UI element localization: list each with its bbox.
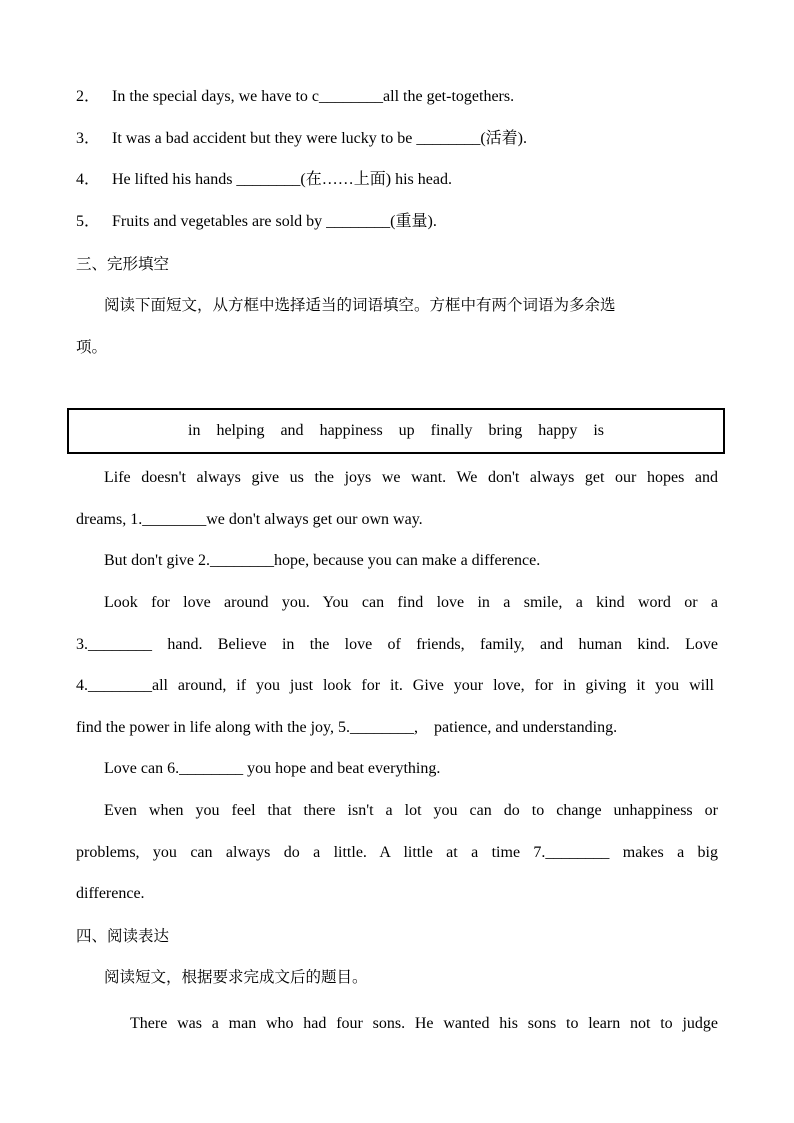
- passage-line: problems, you can always do a little. A little at a time 7.________ makes a big: [76, 844, 718, 861]
- word-bank-item: up: [398, 422, 415, 439]
- section-3-instruction-line-1: 阅读下面短文，从方框中选择适当的词语填空。方框中有两个词语为多余选: [104, 296, 616, 314]
- section-4-heading: 四、阅读表达: [76, 927, 170, 945]
- item-2: [76, 87, 514, 107]
- word-bank-item: in: [188, 422, 201, 439]
- passage-line: But don't give 2.________hope, because you can make a difference.: [104, 552, 541, 569]
- item-5: [76, 212, 437, 232]
- section-4-passage-line: There was a man who had four sons. He wanted his sons to learn not to judge: [130, 1015, 718, 1032]
- word-bank-item: is: [593, 422, 604, 439]
- item-text: Fruits and vegetables are sold by ________(重量).: [112, 213, 437, 230]
- section-4-instruction: 阅读短文，根据要求完成文后的题目。: [104, 968, 368, 986]
- item-number: 2．: [76, 88, 101, 105]
- word-bank-box: [67, 408, 725, 454]
- item-number: 5．: [76, 213, 101, 230]
- section-3-instruction-line-2: 项。: [76, 338, 108, 356]
- word-bank-item: bring: [488, 422, 523, 439]
- passage-line: Life doesn't always give us the joys we want. We don't always get our hopes and: [104, 469, 718, 486]
- item-4: [76, 170, 452, 190]
- passage-line: 3.________ hand. Believe in the love of friends, family, and human kind. Love: [76, 636, 718, 653]
- word-bank-item: happy: [538, 422, 578, 439]
- item-3: [76, 129, 527, 149]
- item-text: It was a bad accident but they were lucky to be ________(活着).: [112, 130, 527, 147]
- passage-line: Even when you feel that there isn't a lot you can do to change unhappiness or: [104, 802, 718, 819]
- word-bank-item: happiness: [319, 422, 383, 439]
- item-text: He lifted his hands ________(在……上面) his head.: [112, 171, 452, 188]
- item-number: 4．: [76, 171, 101, 188]
- passage-line: find the power in life along with the joy, 5.________, patience, and understanding.: [76, 719, 618, 736]
- passage-line: difference.: [76, 885, 145, 902]
- word-bank-item: finally: [430, 422, 473, 439]
- passage-line: dreams, 1.________we don't always get our own way.: [76, 511, 423, 528]
- passage-line: 4.________all around, if you just look for it. Give your love, for in giving it you will: [76, 677, 714, 694]
- word-bank-item: helping: [216, 422, 265, 439]
- word-bank-item: and: [280, 422, 304, 439]
- item-text: In the special days, we have to c________all the get-togethers.: [112, 88, 515, 105]
- passage-line: Look for love around you. You can find love in a smile, a kind word or a: [104, 594, 718, 611]
- item-number: 3．: [76, 130, 101, 147]
- section-3-heading: 三、完形填空: [76, 255, 170, 273]
- passage-line: Love can 6.________ you hope and beat everything.: [104, 760, 441, 777]
